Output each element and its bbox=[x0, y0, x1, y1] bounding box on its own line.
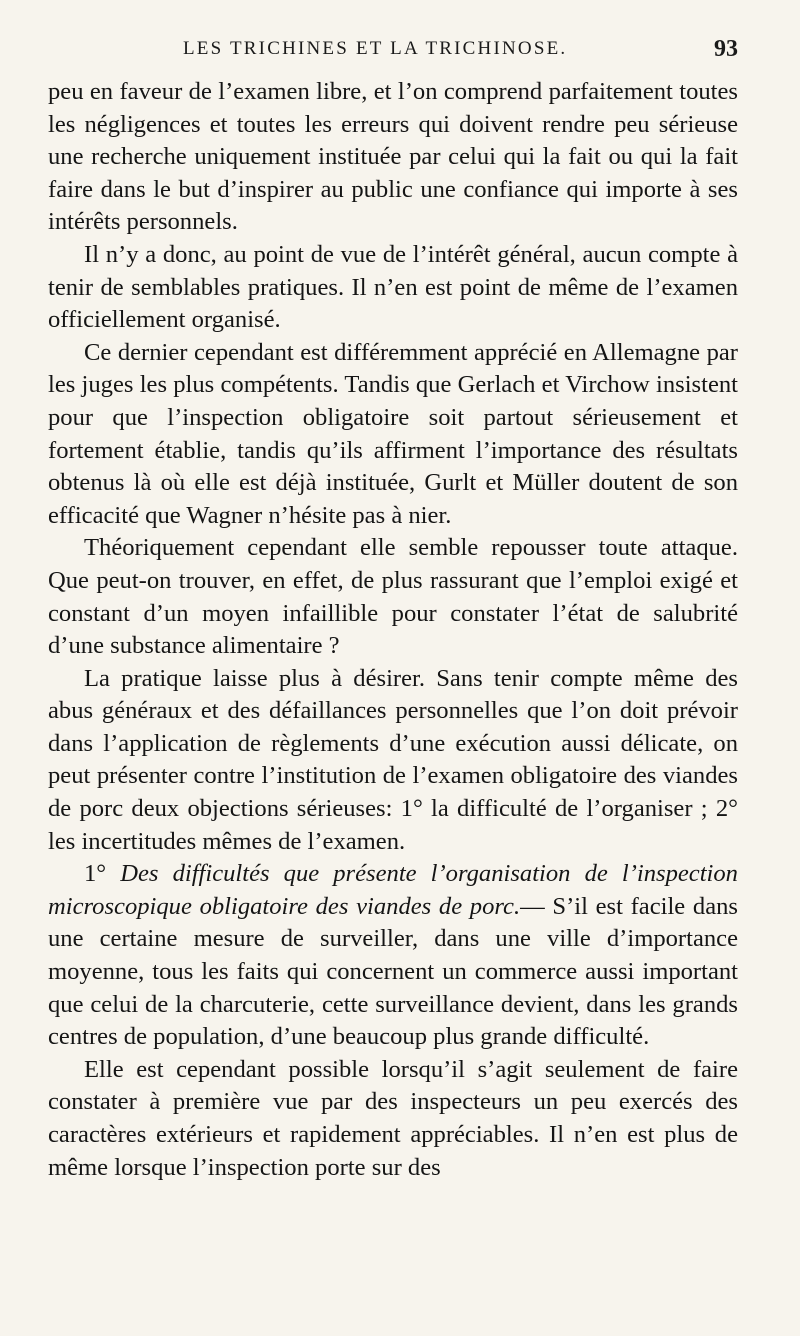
paragraph-1 bbox=[48, 76, 738, 239]
paragraph-3 bbox=[48, 337, 738, 533]
paragraph-3-text: Ce dernier cependant est différemment apprécié en Allemagne par les juges les plus compétents. Tandis que Gerlach et Virchow insistent pour que l’inspection obligatoire soit partout sérieusement et fortement établie, tandis qu’ils affirment l’importance des résultats obtenus là où elle est déjà instituée, Gurlt et Müller doutent de son efficacité que Wagner n’hésite pas à nier. bbox=[48, 338, 738, 529]
paragraph-5-text: La pratique laisse plus à désirer. Sans tenir compte même des abus généraux et des défaillances personnelles que l’on doit prévoir dans l’application de règlements d’une exécution aussi délicate, on peut présenter contre l’institution de l’examen obligatoire des viandes de porc deux objections sérieuses: 1° la difficulté de l’organiser ; 2° les incertitudes mêmes de l’examen. bbox=[48, 664, 738, 855]
running-title: LES TRICHINES ET LA TRICHINOSE. bbox=[183, 38, 568, 59]
paragraph-6-lead: 1° bbox=[84, 860, 107, 888]
paragraph-6-text: — S’il est facile dans une certaine mesure de surveiller, dans une ville d’importance moyenne, tous les faits qui concernent un commerce aussi important que celui de la charcuterie, cette surveillance devient, dans les grands centres de population, d’une beaucoup plus grande difficulté. bbox=[48, 892, 738, 1051]
paragraph-4 bbox=[48, 532, 738, 662]
paragraph-6 bbox=[48, 858, 738, 1054]
paragraph-7-text: Elle est cependant possible lorsqu’il s’agit seulement de faire constater à première vue par des inspecteurs un peu exercés des caractères extérieurs et rapidement appréciables. Il n’en est plus de même lorsque l’inspection porte sur des bbox=[48, 1055, 738, 1181]
body-text bbox=[48, 76, 738, 1184]
section-heading-italic: Des difficultés que présente l’organisation de l’inspection microscopique obligatoire des viandes de porc. bbox=[48, 860, 738, 920]
paragraph-5 bbox=[48, 663, 738, 859]
page-header bbox=[48, 36, 738, 66]
page-number: 93 bbox=[714, 36, 738, 62]
paragraph-4-text: Théoriquement cependant elle semble repousser toute attaque. Que peut-on trouver, en effet, de plus rassurant que l’emploi exigé et constant d’un moyen infaillible pour constater l’état de salubrité d’une substance alimentaire ? bbox=[48, 534, 738, 660]
paragraph-2-text: Il n’y a donc, au point de vue de l’intérêt général, aucun compte à tenir de semblables pratiques. Il n’en est point de même de l’examen officiellement organisé. bbox=[48, 240, 738, 334]
paragraph-1-text: peu en faveur de l’examen libre, et l’on comprend parfaitement toutes les négligences et toutes les erreurs qui doivent rendre peu sérieuse une recherche uniquement instituée par celui qui la fait ou qui la fait faire dans le but d’inspirer au public une confiance qui importe à ses intérêts personnels. bbox=[48, 78, 738, 236]
paragraph-7 bbox=[48, 1054, 738, 1184]
paragraph-2 bbox=[48, 239, 738, 337]
